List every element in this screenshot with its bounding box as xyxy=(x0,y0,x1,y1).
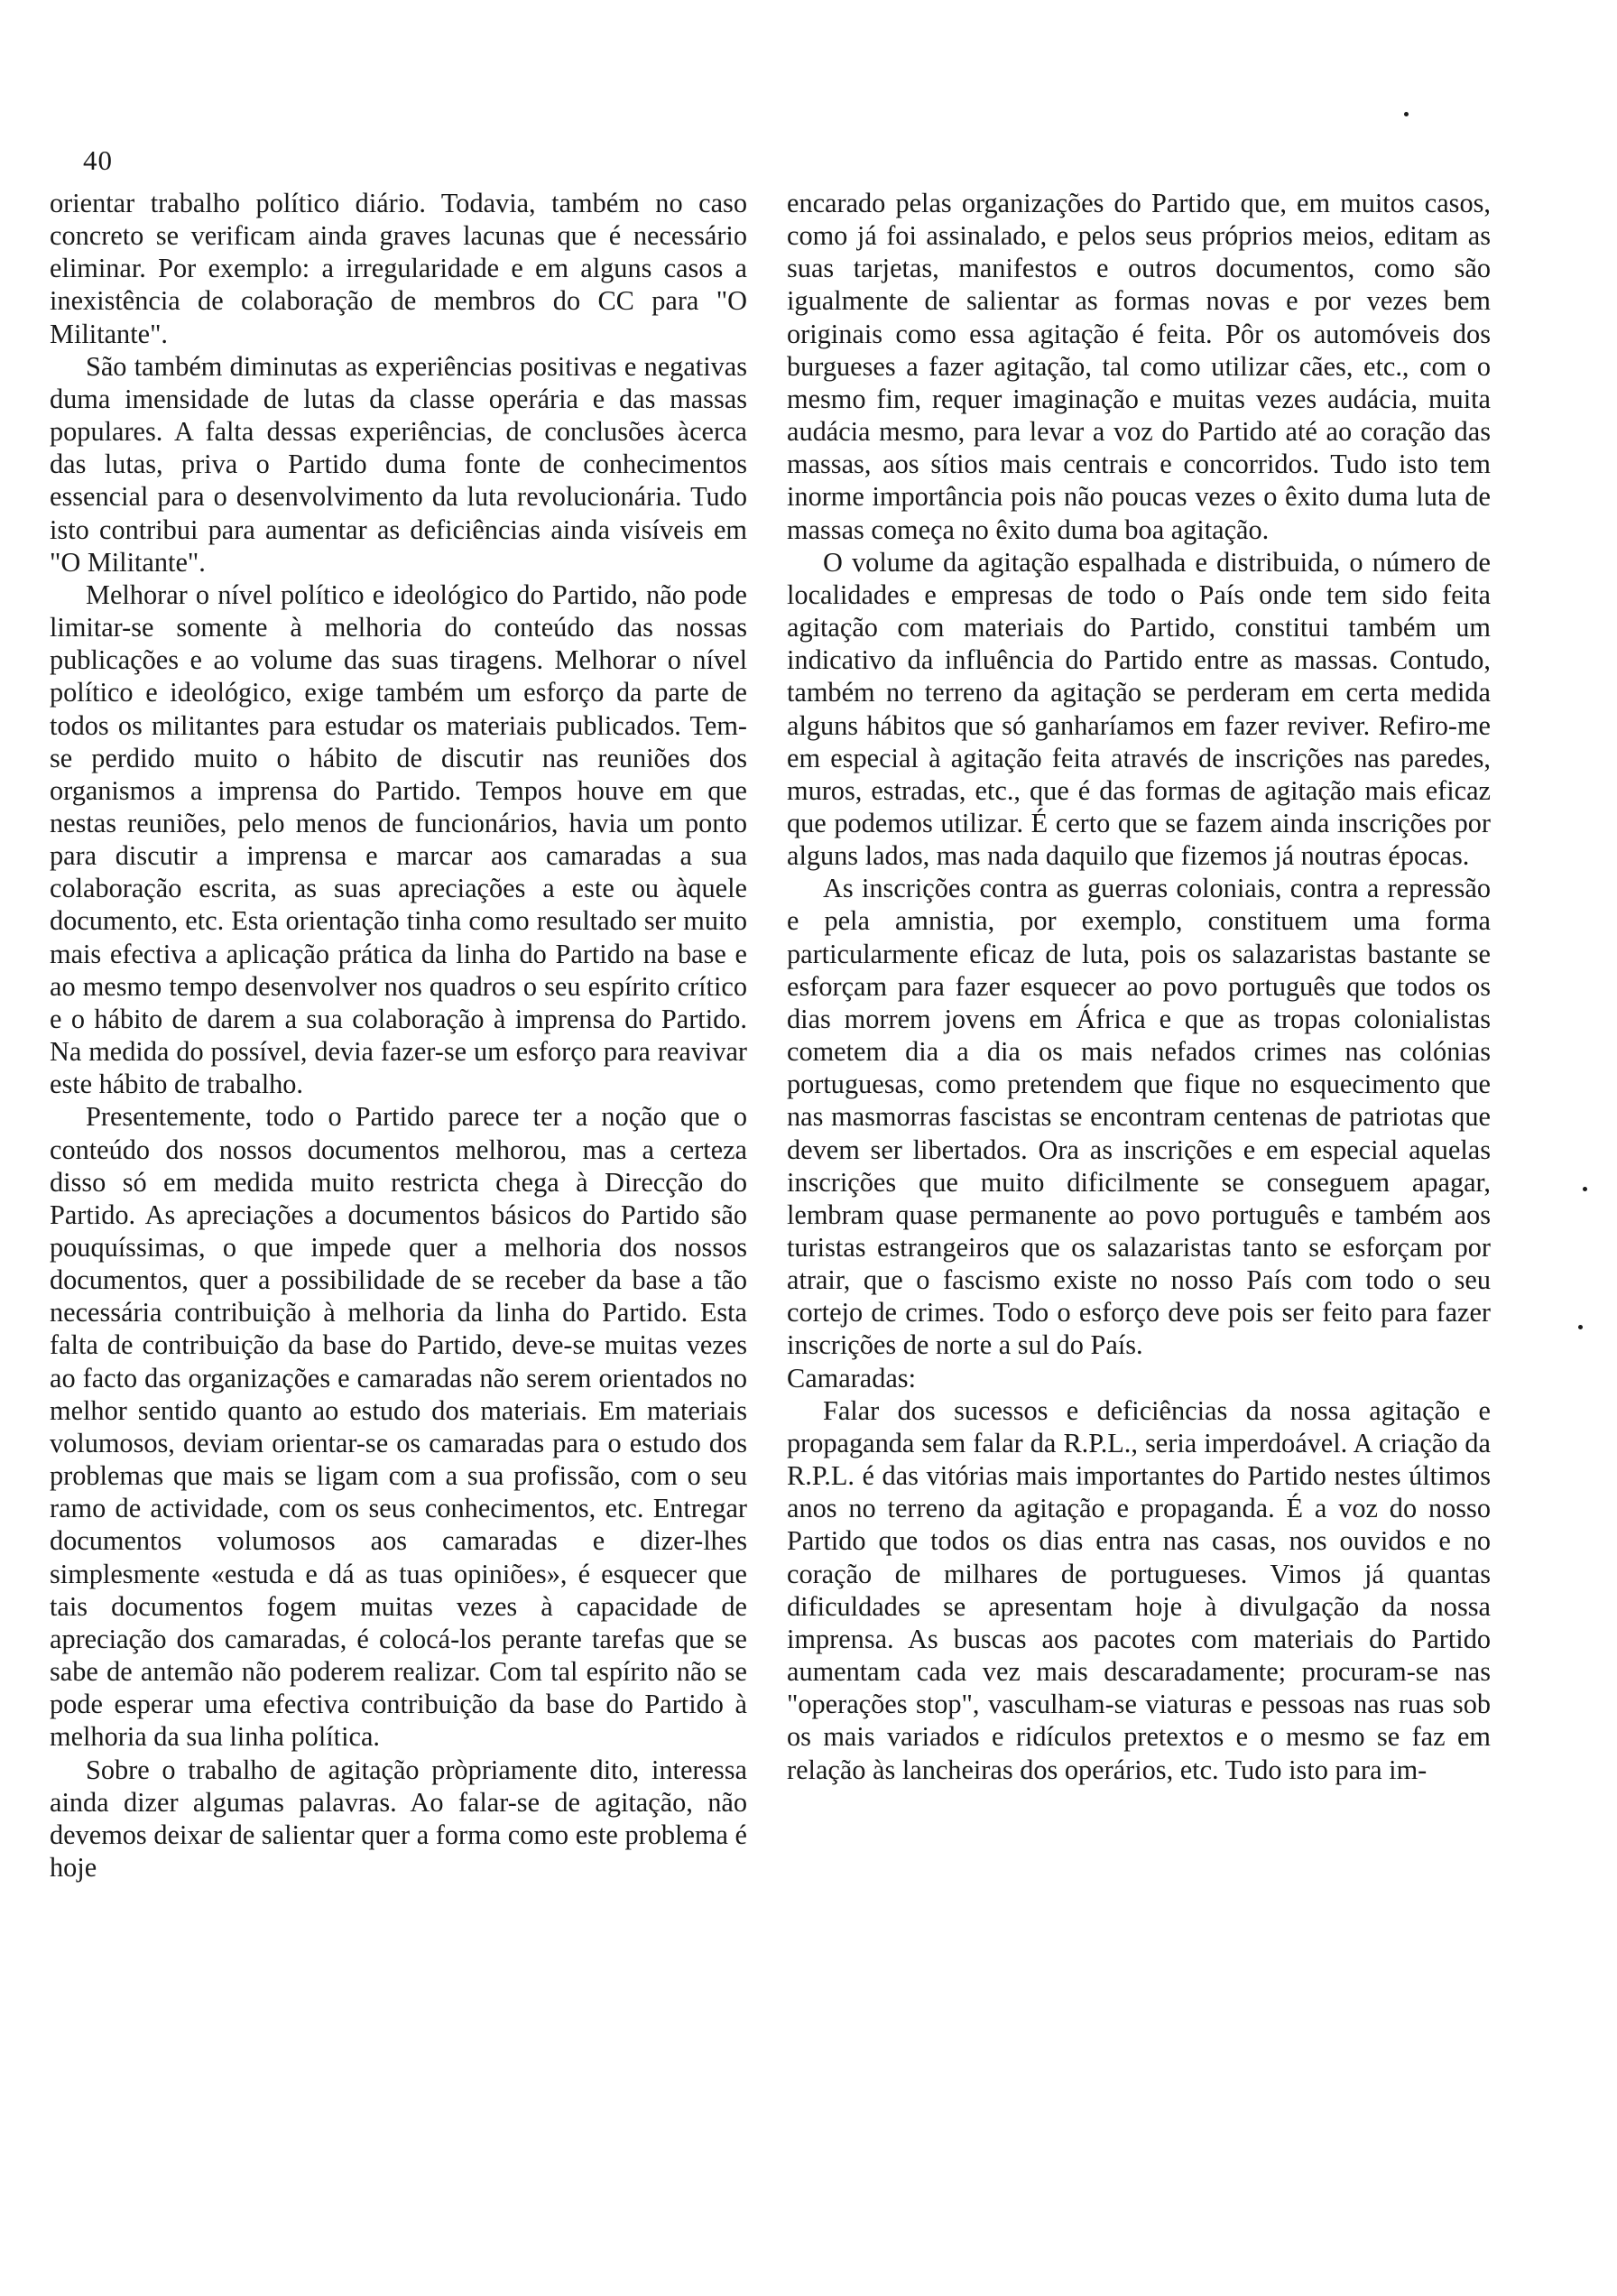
paragraph: encarado pelas organizações do Partido que, em muitos casos, como já foi assinalado, e pelos seus próprios meios, editam as suas tarjetas, manifestos e outros documentos, como são igualmente de salientar as formas novas e por vezes bem originais como essa agitação é feita. Pôr os automóveis dos burgueses a fazer agitação, tal como utilizar cães, etc., com o mesmo fim, requer imaginação e muitas vezes audácia, muita audácia mesmo, para levar a voz do Partido até ao coração das massas, aos sítios mais centrais e concorridos. Tudo isto tem inorme importância pois não poucas vezes o êxito duma luta de massas começa no êxito duma boa agitação. xyxy=(787,188,1491,545)
left-column xyxy=(50,187,747,1884)
page-number: 40 xyxy=(83,144,113,176)
print-speck xyxy=(1578,1325,1583,1329)
print-speck xyxy=(1583,1187,1587,1191)
paragraph: orientar trabalho político diário. Todavia, também no caso concreto se verificam ainda graves lacunas que é necessário eliminar. Por exemplo: a irregularidade e em alguns casos a inexistência de colaboração de membros do CC para "O Militante". xyxy=(50,188,747,349)
print-speck xyxy=(1404,112,1409,116)
paragraph: Melhorar o nível político e ideológico do Partido, não pode limitar-se somente à melhoria do conteúdo das nossas publicações e ao volume das suas tiragens. Melhorar o nível político e ideológico, exige também um esforço da parte de todos os militantes para estudar os materiais publicados. Tem-se perdido muito o hábito de discutir nas reuniões dos organismos a imprensa do Partido. Tempos houve em que nestas reuniões, pelo menos de funcionários, havia um ponto para discutir a imprensa e marcar aos camaradas a sua colaboração escrita, as suas apreciações a este ou àquele documento, etc. Esta orientação tinha como resultado ser muito mais efectiva a aplicação prática da linha do Partido na base e ao mesmo tempo desenvolver nos quadros o seu espírito crítico e o hábito de darem a sua colaboração à imprensa do Partido. Na medida do possível, devia fazer-se um esforço para reavivar este hábito de trabalho. xyxy=(50,579,747,1100)
section-heading: Camaradas: xyxy=(787,1362,917,1393)
paragraph: São também diminutas as experiências positivas e negativas duma imensidade de lutas da classe operária e das massas populares. A falta dessas experiências, de conclusões àcerca das lutas, priva o Partido duma fonte de conhecimentos essencial para o desenvolvimento da luta revolucionária. Tudo isto contribui para aumentar as deficiências ainda visíveis em "O Militante". xyxy=(50,350,747,578)
paragraph: Falar dos sucessos e deficiências da nossa agitação e propaganda sem falar da R.P.L., seria imperdoável. A criação da R.P.L. é das vitórias mais importantes do Partido nestes últimos anos no terreno da agitação e propaganda. É a voz do nosso Partido que todos os dias entra nas casas, nos ouvidos e no coração de milhares de portugueses. Vimos já quantas dificuldades se apresentam hoje à divulgação da nossa imprensa. As buscas aos pacotes com materiais do Partido aumentam cada vez mais descaradamente; procuram-se nas "operações stop", vasculham-se viaturas e pessoas nas ruas sob os mais variados e ridículos pretextos e o mesmo se faz em relação às lancheiras dos operários, etc. Tudo isto para im- xyxy=(787,1394,1491,1785)
paragraph: Presentemente, todo o Partido parece ter a noção que o conteúdo dos nossos documentos melhorou, mas a certeza disso só em medida muito restricta chega à Direcção do Partido. As apreciações a documentos básicos do Partido são pouquíssimas, o que impede quer a melhoria dos nossos documentos, quer a possibilidade de se receber da base a tão necessária contribuição à melhoria da linha do Partido. Esta falta de contribuição da base do Partido, deve-se muitas vezes ao facto das organizações e camaradas não serem orientados no melhor sentido quanto ao estudo dos materiais. Em materiais volumosos, deviam orientar-se os camaradas para o estudo dos problemas que mais se ligam com a sua profissão, com o seu ramo de actividade, com os seus conhecimentos, etc. Entregar documentos volumosos aos camaradas e dizer-lhes simplesmente «estuda e dá as tuas opiniões», é esquecer que tais documentos fogem muitas vezes à capacidade de apreciação dos camaradas, é colocá-los perante tarefas que se sabe de antemão não poderem realizar. Com tal espírito não se pode esperar uma efectiva contribuição da base do Partido à melhoria da sua linha política. xyxy=(50,1101,747,1753)
paragraph: Sobre o trabalho de agitação pròpriamente dito, interessa ainda dizer algumas palavras. Ao falar-se de agitação, não devemos deixar de salientar quer a forma como este problema é hoje xyxy=(50,1754,747,1883)
paragraph: O volume da agitação espalhada e distribuida, o número de localidades e empresas de todo o País onde tem sido feita agitação com materiais do Partido, constitui também um indicativo da influência do Partido entre as massas. Contudo, também no terreno da agitação se perderam em certa medida alguns hábitos que só ganharíamos em fazer reviver. Refiro-me em especial à agitação feita através de inscrições nas paredes, muros, estradas, etc., que é das formas de agitação mais eficaz que podemos utilizar. É certo que se fazem ainda inscrições por alguns lados, mas nada daquilo que fizemos já noutras épocas. xyxy=(787,546,1491,872)
paragraph: As inscrições contra as guerras coloniais, contra a repressão e pela amnistia, por exemplo, constituem uma forma particularmente eficaz de luta, pois os salazaristas bastante se esforçam para fazer esquecer ao povo português que todos os dias morrem jovens em África e que as tropas colonialistas cometem dia a dia os mais nefados crimes nas colónias portuguesas, como pretendem que fique no esquecimento que nas masmorras fascistas se encontram centenas de patriotas que devem ser libertados. Ora as inscrições e em especial aquelas inscrições que muito dificilmente se conseguem apagar, lembram quase permanente ao povo português e também aos turistas estrangeiros que os salazaristas tanto se esforçam por atrair, que o fascismo existe no nosso País com todo o seu cortejo de crimes. Todo o esforço deve pois ser feito para fazer inscrições de norte a sul do País. xyxy=(787,873,1491,1361)
right-column xyxy=(787,187,1491,1786)
